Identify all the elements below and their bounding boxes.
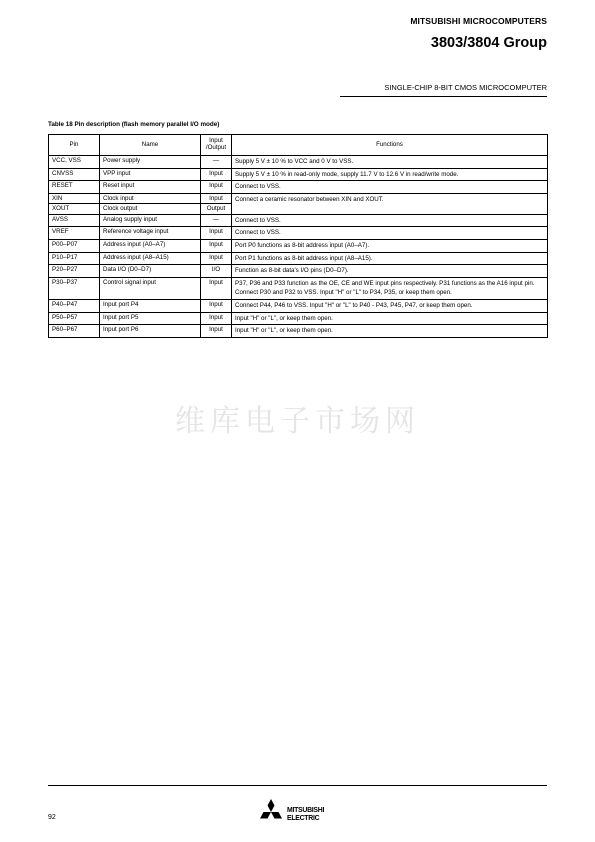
cell-name: Address input (A0–A7) — [100, 239, 201, 252]
cell-name: Input port P5 — [100, 312, 201, 325]
table-row — [49, 181, 548, 194]
cell-io: Input — [201, 239, 232, 252]
table-row — [49, 252, 548, 265]
cell-name: Input port P6 — [100, 325, 201, 338]
page-number: 92 — [48, 814, 56, 821]
cell-function: Port P1 functions as 8-bit address input (A8–A15). — [232, 252, 548, 265]
cell-io: Input — [201, 193, 232, 203]
cell-name: Analog supply input — [100, 214, 201, 227]
cell-pin: RESET — [49, 181, 100, 194]
cell-name: Clock input — [100, 193, 201, 203]
header-rule — [340, 96, 547, 97]
cell-io: Input — [201, 168, 232, 181]
cell-function: Supply 5 V ± 10 % to VCC and 0 V to VSS. — [232, 156, 548, 169]
column-header-pin: Pin — [49, 135, 100, 156]
three-diamonds-icon — [257, 798, 285, 828]
cell-function: Connect a ceramic resonator between XIN and XOUT. — [232, 193, 548, 214]
cell-function: P37, P36 and P33 function as the OE, CE and WE input pins respectively. P31 functions as the A16 input pin. Connect P30 and P32 to VSS. Input "H" or "L" to P34, P35, or keep them open. — [232, 277, 548, 299]
table-header-row — [49, 135, 548, 156]
cell-name: VPP input — [100, 168, 201, 181]
cell-pin: XIN — [49, 193, 100, 203]
cell-pin: P40–P47 — [49, 299, 100, 312]
pin-description-table — [48, 134, 548, 338]
logo-text — [287, 806, 324, 822]
table-row — [49, 214, 548, 227]
table-row — [49, 299, 548, 312]
cell-io: I/O — [201, 265, 232, 278]
header-company: MITSUBISHI MICROCOMPUTERS — [410, 16, 547, 26]
cell-pin: P20–P27 — [49, 265, 100, 278]
table-row — [49, 277, 548, 299]
cell-name: Input port P4 — [100, 299, 201, 312]
cell-pin: P10–P17 — [49, 252, 100, 265]
cell-function: Connect to VSS. — [232, 227, 548, 240]
cell-pin: P60–P67 — [49, 325, 100, 338]
cell-name: Reference voltage input — [100, 227, 201, 240]
cell-pin: VCC, VSS — [49, 156, 100, 169]
table-caption: Table 18 Pin description (flash memory parallel I/O mode) — [48, 121, 220, 128]
cell-io: Output — [201, 204, 232, 214]
cell-pin: XOUT — [49, 204, 100, 214]
table-row — [49, 193, 548, 203]
header-subtitle: SINGLE-CHIP 8-BIT CMOS MICROCOMPUTER — [384, 83, 547, 92]
logo-line-mitsubishi: MITSUBISHI — [287, 805, 325, 814]
cell-io: — — [201, 156, 232, 169]
cell-function: Connect P44, P46 to VSS. Input "H" or "L" to P40 - P43, P45, P47, or keep them open. — [232, 299, 548, 312]
cell-function: Port P0 functions as 8-bit address input (A0–A7). — [232, 239, 548, 252]
cell-name: Reset input — [100, 181, 201, 194]
cell-pin: VREF — [49, 227, 100, 240]
cell-function: Input "H" or "L", or keep them open. — [232, 325, 548, 338]
column-header-name: Name — [100, 135, 201, 156]
table-row — [49, 227, 548, 240]
cell-function: Input "H" or "L", or keep them open. — [232, 312, 548, 325]
cell-pin: P50–P57 — [49, 312, 100, 325]
cell-function: Connect to VSS. — [232, 214, 548, 227]
table-row — [49, 265, 548, 278]
cell-io: — — [201, 214, 232, 227]
column-header-functions: Functions — [232, 135, 548, 156]
cell-name: Address input (A8–A15) — [100, 252, 201, 265]
cell-pin: CNVSS — [49, 168, 100, 181]
cell-io: Input — [201, 277, 232, 299]
cell-name: Control signal input — [100, 277, 201, 299]
watermark-text: 维库电子市场网 — [175, 404, 420, 439]
cell-io: Input — [201, 299, 232, 312]
cell-pin: P00–P07 — [49, 239, 100, 252]
cell-name: Data I/O (D0–D7) — [100, 265, 201, 278]
mitsubishi-electric-logo — [257, 798, 347, 830]
cell-name: Clock output — [100, 204, 201, 214]
table-row — [49, 312, 548, 325]
cell-io: Input — [201, 312, 232, 325]
cell-function: Connect to VSS. — [232, 181, 548, 194]
cell-function: Supply 5 V ± 10 % in read-only mode, supply 11.7 V to 12.6 V in read/write mode. — [232, 168, 548, 181]
cell-io: Input — [201, 181, 232, 194]
cell-pin: AVSS — [49, 214, 100, 227]
table-row — [49, 168, 548, 181]
cell-function: Function as 8-bit data's I/O pins (D0–D7). — [232, 265, 548, 278]
header-product-title: 3803/3804 Group — [430, 35, 547, 51]
table-row — [49, 156, 548, 169]
table-row — [49, 239, 548, 252]
cell-io: Input — [201, 325, 232, 338]
footer-rule — [48, 785, 547, 786]
column-header-io: Input /Output — [201, 135, 232, 156]
logo-line-electric: ELECTRIC — [287, 812, 320, 822]
table-row — [49, 325, 548, 338]
cell-name: Power supply — [100, 156, 201, 169]
cell-io: Input — [201, 252, 232, 265]
cell-pin: P30–P37 — [49, 277, 100, 299]
cell-io: Input — [201, 227, 232, 240]
